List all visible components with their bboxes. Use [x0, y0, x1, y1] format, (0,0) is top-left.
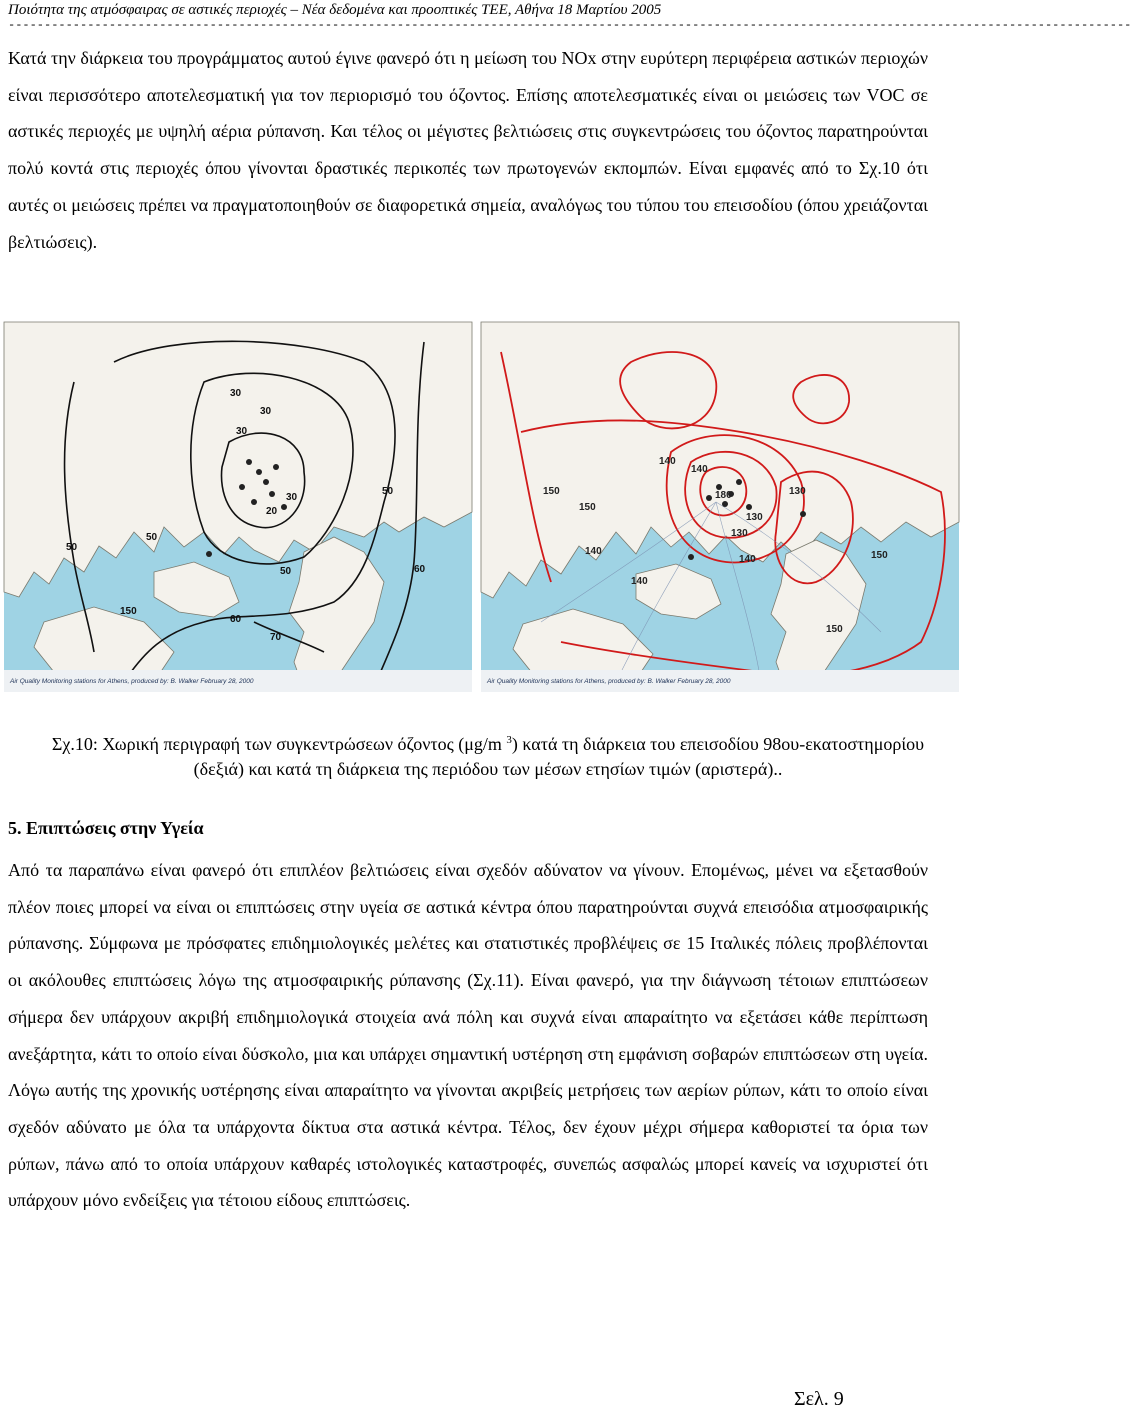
- contour-label: 60: [230, 614, 242, 625]
- station-dot: [281, 504, 287, 510]
- contour-label: 150: [826, 624, 843, 635]
- ozone-map-left: [4, 322, 472, 692]
- contour-label: 140: [659, 456, 676, 467]
- contour-label: 140: [585, 546, 602, 557]
- station-dot: [273, 464, 279, 470]
- running-header: Ποιότητα της ατμόσφαιρας σε αστικές περιοχές – Νέα δεδομένα και προοπτικές ΤΕΕ, Αθήνα 18 Μαρτίου 2005: [8, 2, 662, 18]
- station-dot: [688, 554, 694, 560]
- contour-label: 50: [146, 532, 158, 543]
- contour-label: 30: [286, 492, 298, 503]
- contour-label: 140: [691, 464, 708, 475]
- station-dot: [736, 479, 742, 485]
- contour-label: 150: [543, 486, 560, 497]
- page-number: Σελ. 9: [794, 1388, 844, 1410]
- ozone-map-right: [481, 322, 959, 692]
- contour-label: 180: [715, 490, 732, 501]
- section-heading: 5. Επιπτώσεις στην Υγεία: [8, 818, 204, 838]
- station-dot: [263, 479, 269, 485]
- caption-text-rest: ) κατά τη διάρκεια του επεισοδίου 98ου-εκατοστημορίου (δεξιά) και κατά τη διάρκεια της περιόδου των μέσων ετησίων τιμών (αριστερά)..: [193, 734, 925, 779]
- health-paragraph: Από τα παραπάνω είναι φανερό ότι επιπλέον βελτιώσεις είναι σχεδόν αδύνατον να γίνουν. Επομένως, μένει να εξετασθούν πλέον ποιες μπορεί να είναι οι επιπτώσεις στην υγεία σε αστικά κέντρα όπου παρατηρούνται συχνά επεισόδια ατμοσφαιρικής ρύπανσης. Σύμφωνα με πρόσφατες επιδημιολογικές μελέτες και στατιστικές προβλέψεις σε 15 Ιταλικές πόλεις προβλέπονται οι ακόλουθες επιπτώσεις λόγω της ατμοσφαιρικής ρύπανσης (Σχ.11). Είναι φανερό, για την διάγνωση τέτοιων επιπτώσεων σήμερα δεν υπάρχουν ακριβή επιδημιολογικά στοιχεία ανά πόλη και συχνά είναι απαραίτητο να εξετάσει κάθε περίπτωση ανεξάρτητα, κάτι το οποίο είναι δύσκολο, μια και υπάρχει σημαντική υστέρηση στη εμφάνιση σοβαρών επιπτώσεων στη υγεία. Λόγω αυτής της χρονικής υστέρησης είναι απαραίτητο να γίνονται ακριβείς μετρήσεις των αερίων ρύπων, κάτι το οποίο είναι σχεδόν αδύνατο με όλα τα υπάρχοντα δίκτυα στα αστικά κέντρα. Τέλος, δεν έχουν μέχρι σήμερα καθοριστεί τα όρια των ρύπων, πάνω από το οποία υπάρχουν καθαρές ιστολογικές καταστροφές, συνεπώς ασφαλώς μπορεί κανείς να ισχυριστεί ότι υπάρχουν μόνο ενδείξεις για τέτοιου είδους επιπτώσεις.: [8, 860, 928, 1211]
- contour-label: 50: [66, 542, 78, 553]
- contour-label: 130: [731, 528, 748, 539]
- contour-label: 60: [414, 564, 426, 575]
- contour-label: 130: [789, 486, 806, 497]
- contour-label: 150: [120, 606, 137, 617]
- contour-label: 30: [236, 426, 248, 437]
- station-dot: [269, 491, 275, 497]
- contour-label: 30: [230, 388, 242, 399]
- caption-text: Σχ.10: Χωρική περιγραφή των συγκεντρώσεων όζοντος (μg/m: [51, 734, 507, 754]
- caption-superscript: 3: [506, 734, 512, 746]
- contour-label: 140: [631, 576, 648, 587]
- station-dot: [251, 499, 257, 505]
- station-dot: [706, 495, 712, 501]
- station-dot: [239, 484, 245, 490]
- contour-label: 50: [382, 486, 394, 497]
- station-dot: [256, 469, 262, 475]
- station-dot: [206, 551, 212, 557]
- header-rule: ------------------------------------------------------------------------------------------------------------------------------------------------------------: [8, 18, 1131, 32]
- contour-label: 70: [270, 632, 282, 643]
- contour-label: 130: [746, 512, 763, 523]
- contour-label: 30: [260, 406, 272, 417]
- figure-caption: [38, 728, 938, 782]
- map-credit: Air Quality Monitoring stations for Athens, produced by: B. Walker February 28, 2000: [487, 678, 731, 685]
- map-credit: Air Quality Monitoring stations for Athens, produced by: B. Walker February 28, 2000: [10, 678, 254, 685]
- station-dot: [800, 511, 806, 517]
- contour-label: 20: [266, 506, 278, 517]
- intro-paragraph: Κατά την διάρκεια του προγράμματος αυτού έγινε φανερό ότι η μείωση του ΝΟx στην ευρύτερη περιφέρεια αστικών περιοχών είναι περισσότερο αποτελεσματική για τον περιορισμό του όζοντος. Επίσης αποτελεσματικές είναι οι μειώσεις των VOC σε αστικές περιοχές με υψηλή αέρια ρύπανση. Και τέλος οι μέγιστες βελτιώσεις στις συγκεντρώσεις του όζοντος παρατηρούνται πολύ κοντά στις περιοχές όπου γίνονται δραστικές περικοπές των πρωτογενών εκπομπών. Είναι εμφανές από το Σχ.10 ότι αυτές οι μειώσεις πρέπει να πραγματοποιηθούν σε διαφορετικά σημεία, αναλόγως του τύπου του επεισοδίου (όπου χρειάζονται βελτιώσεις).: [8, 48, 928, 252]
- station-dot: [722, 501, 728, 507]
- contour-label: 150: [871, 550, 888, 561]
- contour-label: 140: [739, 554, 756, 565]
- station-dot: [246, 459, 252, 465]
- contour-label: 150: [579, 502, 596, 513]
- contour-label: 50: [280, 566, 292, 577]
- station-dot: [746, 504, 752, 510]
